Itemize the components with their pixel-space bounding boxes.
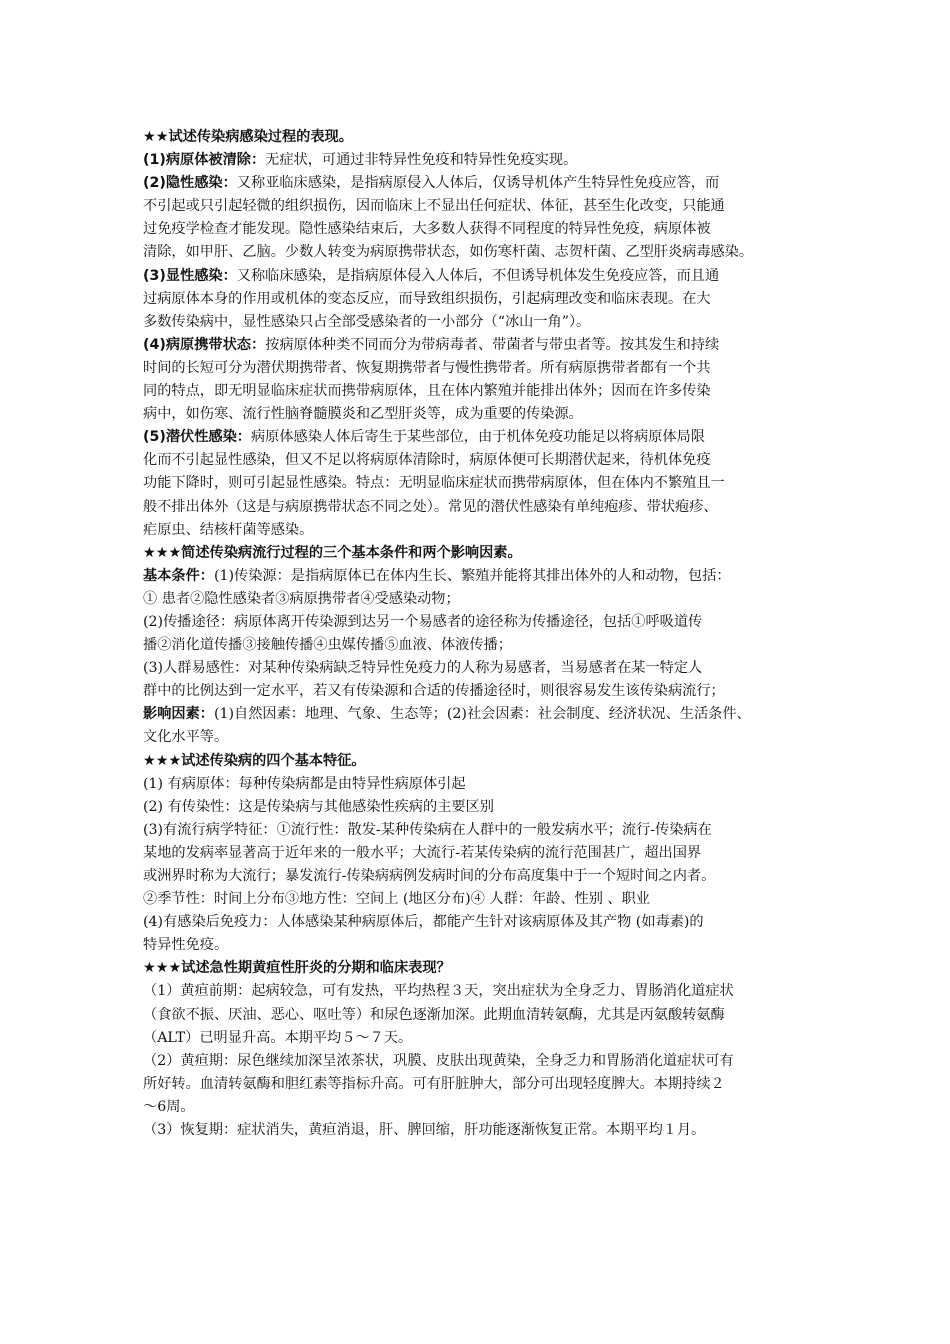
section-heading: ★★★试述急性期黄疸性肝炎的分期和临床表现？: [143, 960, 451, 977]
paragraph-line: [143, 819, 823, 842]
paragraph-line: [143, 703, 823, 726]
line-text: (2) 有传染性：这是传染病与其他感染性疾病的主要区别: [143, 798, 494, 815]
paragraph-line: [143, 334, 823, 357]
line-text: （ALT）已明显升高。本期平均５～７天。: [143, 1029, 413, 1046]
paragraph-line: [143, 1004, 823, 1027]
line-text: ②季节性：时间上分布③地方性：空间上 (地区分布)④ 人群：年龄、性别 、职业: [143, 891, 650, 908]
line-text: 功能下降时，则可引起显性感染。特点：无明显临床症状而携带病原体，但在体内不繁殖且一: [143, 475, 725, 492]
line-text: （3）恢复期：症状消失，黄疸消退，肝、脾回缩，肝功能逐渐恢复正常。本期平均１月。: [143, 1122, 706, 1139]
paragraph-line: [143, 934, 823, 957]
bold-term: (2)隐性感染：: [143, 175, 237, 192]
line-text: 疟原虫、结核杆菌等感染。: [143, 521, 314, 538]
paragraph-line: [143, 1050, 823, 1073]
line-text: (1)自然因素：地理、气象、生态等；(2)社会因素：社会制度、经济状况、生活条件、: [213, 706, 751, 723]
paragraph-line: [143, 265, 823, 288]
line-text: 某地的发病率显著高于近年来的一般水平；大流行-若某传染病的流行范围甚广，超出国界: [143, 844, 702, 861]
bold-term: (3)显性感染：: [143, 267, 237, 284]
line-text: （1）黄疸前期：起病较急，可有发热，平均热程３天，突出症状为全身乏力、胃肠消化道症状: [143, 983, 734, 1000]
paragraph-line: [143, 911, 823, 934]
section-heading: ★★试述传染病感染过程的表现。: [143, 129, 353, 145]
line-text: (3)有流行病学特征：①流行性：散发-某种传染病在人群中的一般发病水平；流行-传染病在: [143, 821, 712, 838]
line-text: ① 患者②隐性感染者③病原携带者④受感染动物；: [143, 590, 460, 607]
paragraph-line: [143, 241, 823, 264]
document-body: [143, 126, 823, 1142]
paragraph-line: [143, 496, 823, 519]
paragraph-line: [143, 1027, 823, 1050]
bold-term: 影响因素：: [143, 706, 214, 723]
bold-term: 基本条件：: [143, 567, 214, 584]
line-text: (1)传染源：是指病原体已在体内生长、繁殖并能将其排出体外的人和动物，包括：: [213, 567, 731, 584]
section-heading: ★★★试述传染病的四个基本特征。: [143, 752, 366, 769]
line-text: 般不排出体外（这是与病原携带状态不同之处）。常见的潜伏性感染有单纯疱疹、带状疱疹、: [143, 498, 718, 515]
line-text: 按病原体种类不同而分为带病毒者、带菌者与带虫者等。按其发生和持续: [265, 336, 720, 353]
paragraph-line: [143, 726, 823, 749]
line-text: (1) 有病原体：每种传染病都是由特异性病原体引起: [143, 775, 466, 792]
paragraph-line: [143, 218, 823, 241]
line-text: （食欲不振、厌油、恶心、呕吐等）和尿色逐渐加深。此期血清转氨酶，尤其是丙氨酸转氨酶: [143, 1006, 725, 1023]
paragraph-line: [143, 611, 823, 634]
paragraph-line: [143, 565, 823, 588]
line-text: 群中的比例达到一定水平，若又有传染源和合适的传播途径时，则很容易发生该传染病流行；: [143, 683, 725, 700]
line-text: 文化水平等。: [143, 729, 229, 746]
bold-term: (1)病原体被清除：: [143, 152, 266, 169]
paragraph-line: [143, 403, 823, 426]
line-text: 不引起或只引起轻微的组织损伤，因而临床上不显出任何症状、体征，甚至生化改变，只能通: [143, 198, 725, 215]
line-text: (2)传播途径：病原体离开传染源到达另一个易感者的途径称为传播途径，包括①呼吸道传: [143, 613, 703, 630]
paragraph-line: [143, 380, 823, 403]
line-text: （2）黄疸期：尿色继续加深呈浓茶状，巩膜、皮肤出现黄染，全身乏力和胃肠消化道症状可有: [143, 1052, 734, 1069]
line-text: 清除，如甲肝、乙脑。少数人转变为病原携带状态，如伤寒杆菌、志贺杆菌、乙型肝炎病毒感染。: [143, 244, 754, 261]
line-text: 过病原体本身的作用或机体的变态反应，而导致组织损伤，引起病理改变和临床表现。在大: [143, 290, 711, 307]
paragraph-line: [143, 1073, 823, 1096]
line-text: 所好转。血清转氨酶和胆红素等指标升高。可有肝脏肿大，部分可出现轻度脾大。本期持续２: [143, 1075, 725, 1092]
paragraph-line: [143, 888, 823, 911]
paragraph-line: [143, 657, 823, 680]
paragraph-line: [143, 680, 823, 703]
paragraph-line: [143, 842, 823, 865]
line-text: 无症状，可通过非特异性免疫和特异性免疫实现。: [265, 152, 578, 169]
line-text: 时间的长短可分为潜伏期携带者、恢复期携带者与慢性携带者。所有病原携带者都有一个共: [143, 359, 711, 376]
line-text: 同的特点，即无明显临床症状而携带病原体，且在体内繁殖并能排出体外；因而在许多传染: [143, 383, 711, 400]
section-heading: ★★★简述传染病流行过程的三个基本条件和两个影响因素。: [143, 544, 522, 561]
line-text: 化而不引起显性感染，但又不足以将病原体清除时，病原体便可长期潜伏起来，待机体免疫: [143, 452, 711, 469]
line-text: 或洲界时称为大流行；暴发流行-传染病病例发病时间的分布高度集中于一个短时间之内者。: [143, 868, 716, 884]
paragraph-line: [143, 449, 823, 472]
paragraph-line: [143, 288, 823, 311]
paragraph-line: [143, 773, 823, 796]
line-text: 又称亚临床感染，是指病原侵入人体后，仅诱导机体产生特异性免疫应答，而: [236, 175, 720, 192]
paragraph-line: [143, 588, 823, 611]
line-text: (4)有感染后免疫力：人体感染某种病原体后，都能产生针对该病原体及其产物 (如毒素)的: [143, 914, 704, 931]
paragraph-line: [143, 634, 823, 657]
paragraph-line: [143, 519, 823, 542]
paragraph-line: [143, 426, 823, 449]
paragraph-line: [143, 195, 823, 218]
paragraph-line: [143, 1119, 823, 1142]
line-text: 播②消化道传播③接触传播④虫媒传播⑤血液、体液传播；: [143, 637, 512, 654]
paragraph-line: [143, 980, 823, 1003]
bold-term: (5)潜伏性感染：: [143, 429, 251, 446]
line-text: 特异性免疫。: [143, 937, 229, 954]
paragraph-line: [143, 796, 823, 819]
line-text: (3)人群易感性：对某种传染病缺乏特异性免疫力的人称为易感者，当易感者在某一特定人: [143, 660, 703, 677]
paragraph-line: [143, 1096, 823, 1119]
paragraph-line: [143, 472, 823, 495]
line-text: 过免疫学检查才能发现。隐性感染结束后，大多数人获得不同程度的特异性免疫，病原体被: [143, 221, 711, 238]
line-text: ～6周。: [143, 1098, 195, 1115]
line-text: 病原体感染人体后寄生于某些部位，由于机体免疫功能足以将病原体局限: [250, 429, 705, 446]
paragraph-line: [143, 172, 823, 195]
line-text: 病中，如伤寒、流行性脑脊髓膜炎和乙型肝炎等，成为重要的传染源。: [143, 406, 583, 423]
paragraph-line: [143, 149, 823, 172]
line-text: 多数传染病中，显性感染只占全部受感染者的一小部分（“冰山一角”）。: [143, 313, 591, 330]
paragraph-line: [143, 357, 823, 380]
line-text: 又称临床感染，是指病原体侵入人体后，不但诱导机体发生免疫应答，而且通: [236, 267, 720, 284]
bold-term: (4)病原携带状态：: [143, 336, 266, 353]
paragraph-line: [143, 311, 823, 334]
paragraph-line: [143, 865, 823, 888]
